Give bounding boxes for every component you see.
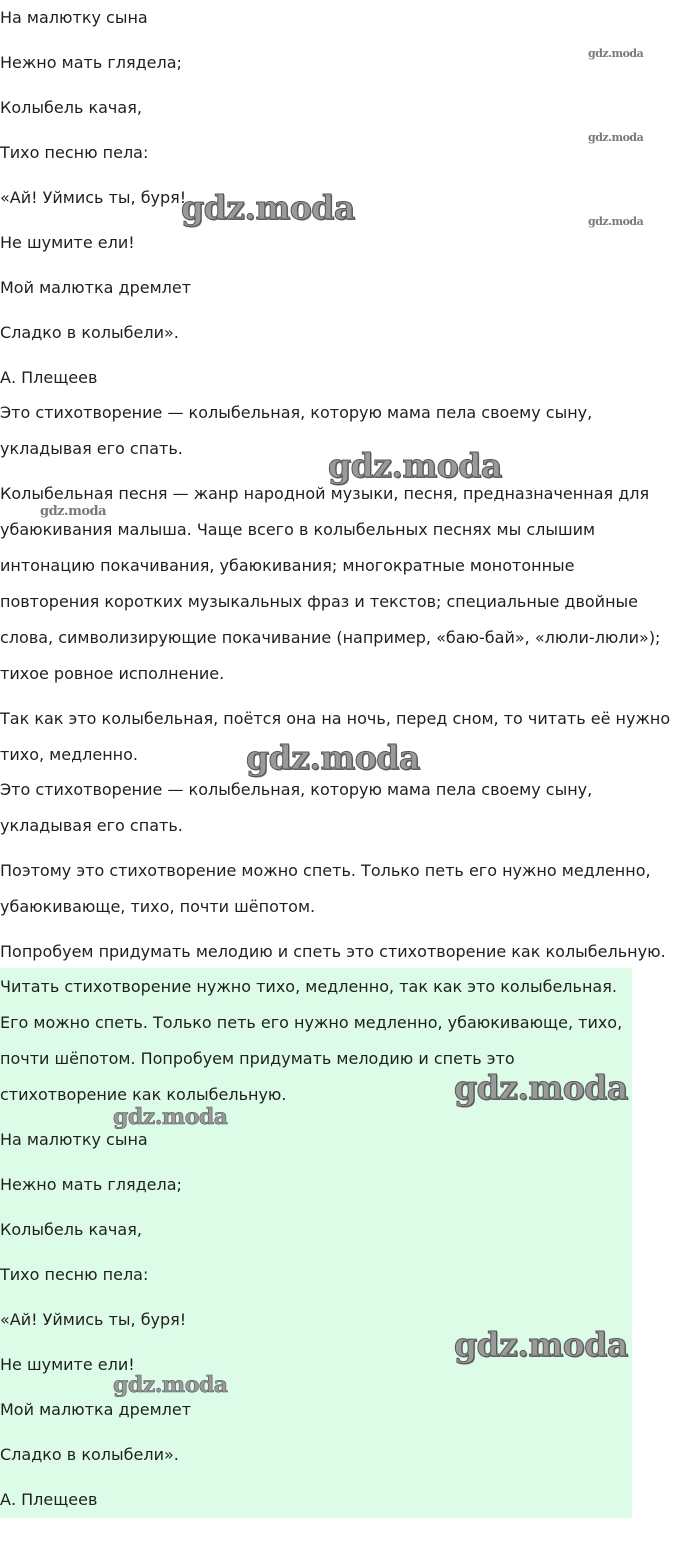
paragraph-line: укладывая его спать. — [0, 816, 183, 835]
poem-line: «Ай! Уймись ты, буря! — [0, 188, 187, 207]
answer-line: Его можно спеть. Только петь его нужно медленно, убаюкивающе, тихо, — [0, 1013, 623, 1032]
watermark: gdz.moda — [454, 1068, 628, 1107]
poem-line: На малютку сына — [0, 8, 148, 27]
poem-line: Нежно мать глядела; — [0, 1175, 182, 1194]
poem-line: Тихо песню пела: — [0, 1265, 149, 1284]
poem-line: Мой малютка дремлет — [0, 278, 192, 297]
paragraph-line: убаюкивания малыша. Чаще всего в колыбельных песнях мы слышим — [0, 520, 596, 539]
poem-line: Сладко в колыбели». — [0, 323, 179, 342]
watermark: gdz.moda — [588, 47, 644, 60]
watermark: gdz.moda — [113, 1372, 228, 1398]
poem-line: Тихо песню пела: — [0, 143, 149, 162]
watermark: gdz.moda — [246, 738, 420, 777]
watermark: gdz.moda — [588, 131, 644, 144]
paragraph-line: Попробуем придумать мелодию и спеть это стихотворение как колыбельную. — [0, 942, 666, 961]
paragraph-line: тихо, медленно. — [0, 745, 138, 764]
poem-author: А. Плещеев — [0, 1490, 98, 1509]
poem-line: Не шумите ели! — [0, 1355, 135, 1374]
paragraph-line: Колыбельная песня — жанр народной музыки, песня, предназначенная для — [0, 484, 650, 503]
paragraph-line: укладывая его спать. — [0, 439, 183, 458]
poem-line: Колыбель качая, — [0, 1220, 142, 1239]
watermark: gdz.moda — [454, 1325, 628, 1364]
watermark: gdz.moda — [113, 1104, 228, 1130]
poem-line: Мой малютка дремлет — [0, 1400, 192, 1419]
paragraph-line: тихое ровное исполнение. — [0, 664, 225, 683]
poem-author: А. Плещеев — [0, 368, 98, 387]
watermark: gdz.moda — [181, 188, 355, 227]
paragraph-line: убаюкивающе, тихо, почти шёпотом. — [0, 897, 316, 916]
answer-line: стихотворение как колыбельную. — [0, 1085, 287, 1104]
watermark: gdz.moda — [588, 215, 644, 228]
paragraph-line: Так как это колыбельная, поётся она на ночь, перед сном, то читать её нужно — [0, 709, 671, 728]
poem-line: На малютку сына — [0, 1130, 148, 1149]
poem-line: «Ай! Уймись ты, буря! — [0, 1310, 187, 1329]
paragraph-line: Это стихотворение — колыбельная, которую мама пела своему сыну, — [0, 403, 593, 422]
paragraph-line: интонацию покачивания, убаюкивания; многократные монотонные — [0, 556, 575, 575]
watermark: gdz.moda — [40, 504, 107, 519]
watermark: gdz.moda — [328, 446, 502, 485]
paragraph-line: повторения коротких музыкальных фраз и текстов; специальные двойные — [0, 592, 638, 611]
poem-line: Не шумите ели! — [0, 233, 135, 252]
poem-line: Колыбель качая, — [0, 98, 142, 117]
paragraph-line: слова, символизирующие покачивание (например, «баю-бай», «люли-люли»); — [0, 628, 661, 647]
paragraph-line: Это стихотворение — колыбельная, которую мама пела своему сыну, — [0, 780, 593, 799]
poem-line: Сладко в колыбели». — [0, 1445, 179, 1464]
answer-line: Читать стихотворение нужно тихо, медленно, так как это колыбельная. — [0, 977, 617, 996]
paragraph-line: Поэтому это стихотворение можно спеть. Только петь его нужно медленно, — [0, 861, 651, 880]
poem-line: Нежно мать глядела; — [0, 53, 182, 72]
answer-line: почти шёпотом. Попробуем придумать мелодию и спеть это — [0, 1049, 515, 1068]
